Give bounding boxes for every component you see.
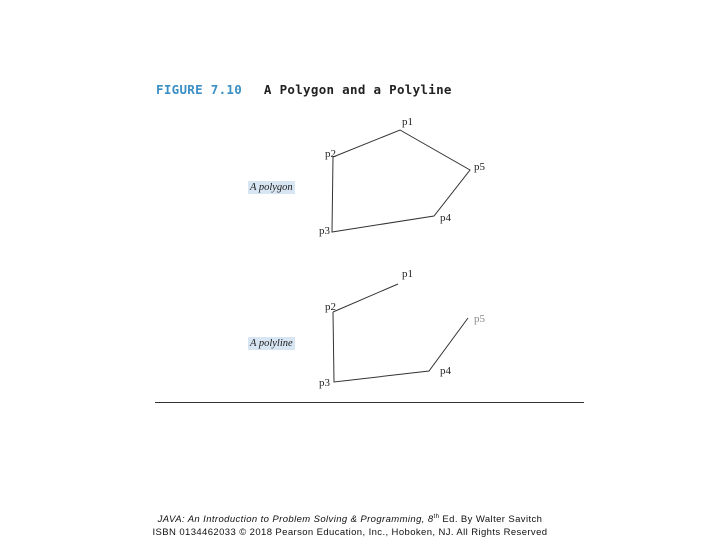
footer-book-rest: Ed. By Walter Savitch (439, 514, 543, 526)
footer-edition-suffix: th (433, 514, 440, 520)
horizontal-rule (155, 402, 584, 403)
figure-name: A Polygon and a Polyline (263, 82, 452, 97)
polyline-label-p2: p2 (325, 301, 336, 313)
footer-book-title: JAVA: An Introduction to Problem Solving & Programming, 8 (157, 514, 434, 526)
polyline-caption: A polyline (250, 338, 293, 349)
footer-book-line (0, 514, 710, 525)
polyline-label-p4: p4 (440, 365, 451, 377)
figure-number: FIGURE 7.10 (156, 82, 243, 97)
polyline-label-p1: p1 (402, 268, 413, 280)
polyline-label-p3: p3 (319, 377, 330, 389)
polyline-label-p5: p5 (474, 313, 485, 325)
polygon-label-p4: p4 (440, 212, 451, 224)
polygon-label-p1: p1 (402, 116, 413, 128)
polygon-label-p3: p3 (319, 225, 330, 237)
polygon-label-p2: p2 (325, 148, 336, 160)
footer-copyright: ISBN 0134462033 © 2018 Pearson Education, Inc., Hoboken, NJ. All Rights Reserved (152, 527, 548, 538)
polygon-label-p5: p5 (474, 161, 485, 173)
polyline-upper-segment (333, 284, 398, 312)
polygon-caption: A polygon (250, 182, 293, 193)
